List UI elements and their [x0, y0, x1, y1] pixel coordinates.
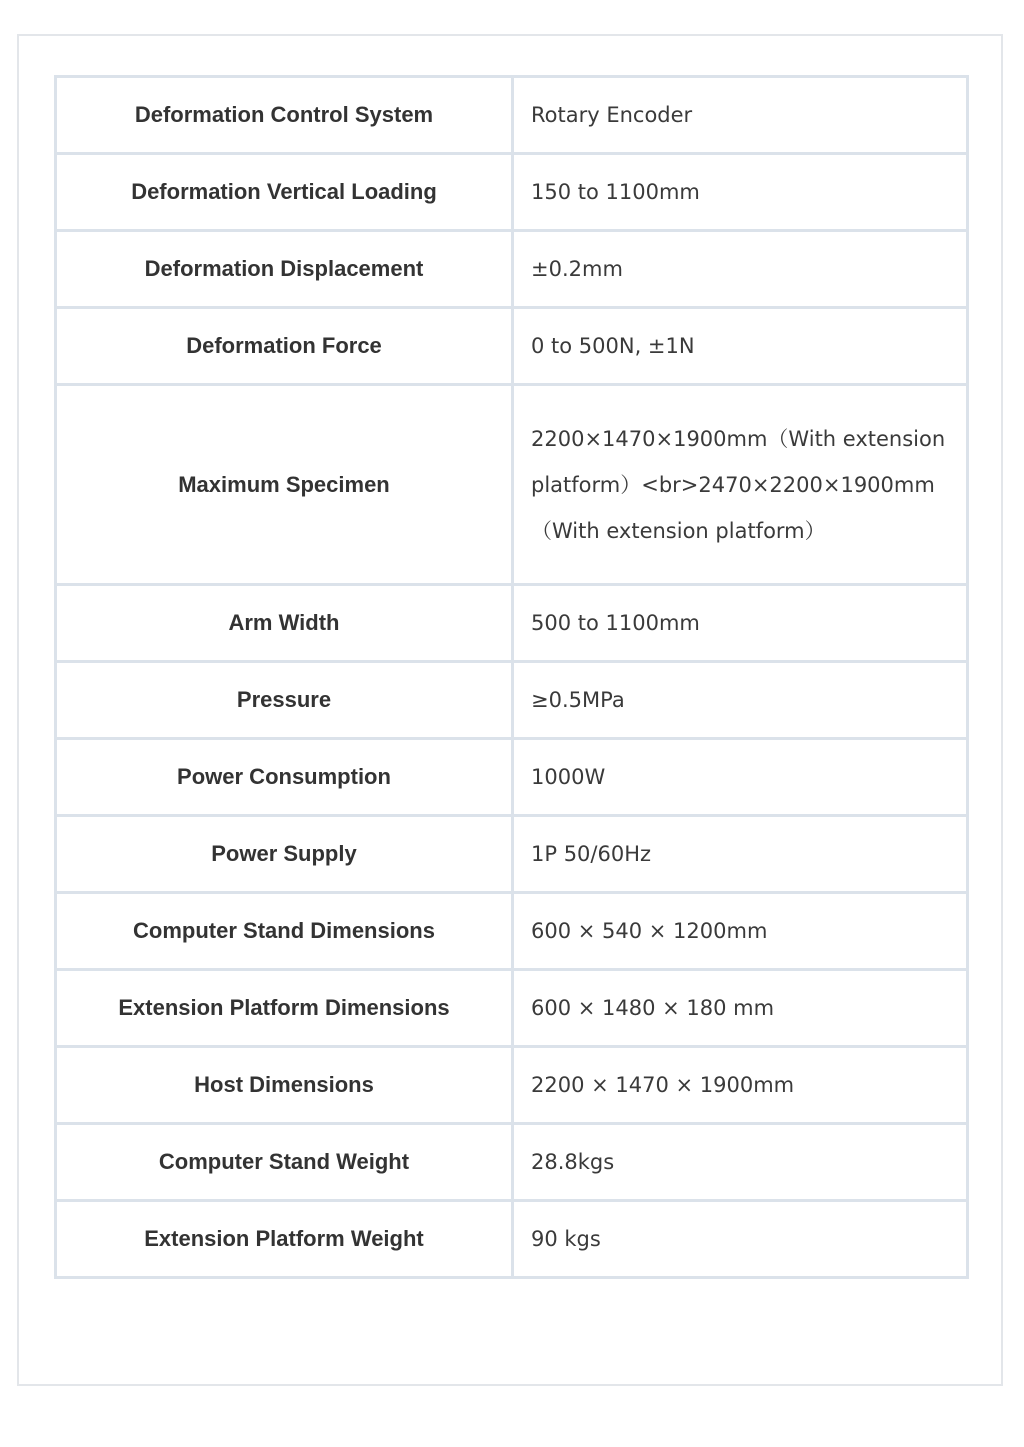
spec-label: Deformation Control System — [56, 77, 513, 154]
spec-label: Power Supply — [56, 816, 513, 893]
spec-label: Host Dimensions — [56, 1047, 513, 1124]
spec-label: Power Consumption — [56, 739, 513, 816]
table-row — [56, 585, 968, 662]
table-row — [56, 385, 968, 585]
specification-table — [54, 75, 969, 1279]
table-row — [56, 970, 968, 1047]
table-row — [56, 231, 968, 308]
spec-value: ±0.2mm — [513, 231, 968, 308]
spec-label: Deformation Vertical Loading — [56, 154, 513, 231]
spec-label: Computer Stand Dimensions — [56, 893, 513, 970]
spec-value: 1000W — [513, 739, 968, 816]
spec-value: 90 kgs — [513, 1201, 968, 1278]
table-row — [56, 893, 968, 970]
spec-label: Deformation Displacement — [56, 231, 513, 308]
spec-value: ≥0.5MPa — [513, 662, 968, 739]
spec-value: 600 × 540 × 1200mm — [513, 893, 968, 970]
table-row — [56, 308, 968, 385]
spec-value: Rotary Encoder — [513, 77, 968, 154]
spec-value: 1P 50/60Hz — [513, 816, 968, 893]
table-row — [56, 154, 968, 231]
table-row — [56, 1124, 968, 1201]
spec-label: Extension Platform Dimensions — [56, 970, 513, 1047]
table-row — [56, 1047, 968, 1124]
table-row — [56, 816, 968, 893]
spec-value: 0 to 500N, ±1N — [513, 308, 968, 385]
spec-label: Arm Width — [56, 585, 513, 662]
spec-label: Extension Platform Weight — [56, 1201, 513, 1278]
spec-value: 28.8kgs — [513, 1124, 968, 1201]
spec-label: Maximum Specimen — [56, 385, 513, 585]
spec-value: 500 to 1100mm — [513, 585, 968, 662]
spec-label: Computer Stand Weight — [56, 1124, 513, 1201]
spec-value: 600 × 1480 × 180 mm — [513, 970, 968, 1047]
spec-label: Pressure — [56, 662, 513, 739]
spec-value: 2200×1470×1900mm（With extension platform）<br>2470×2200×1900mm（With extension platform） — [513, 385, 968, 585]
table-row — [56, 1201, 968, 1278]
spec-label: Deformation Force — [56, 308, 513, 385]
table-row — [56, 77, 968, 154]
table-row — [56, 739, 968, 816]
table-row — [56, 662, 968, 739]
spec-value: 2200 × 1470 × 1900mm — [513, 1047, 968, 1124]
spec-value: 150 to 1100mm — [513, 154, 968, 231]
